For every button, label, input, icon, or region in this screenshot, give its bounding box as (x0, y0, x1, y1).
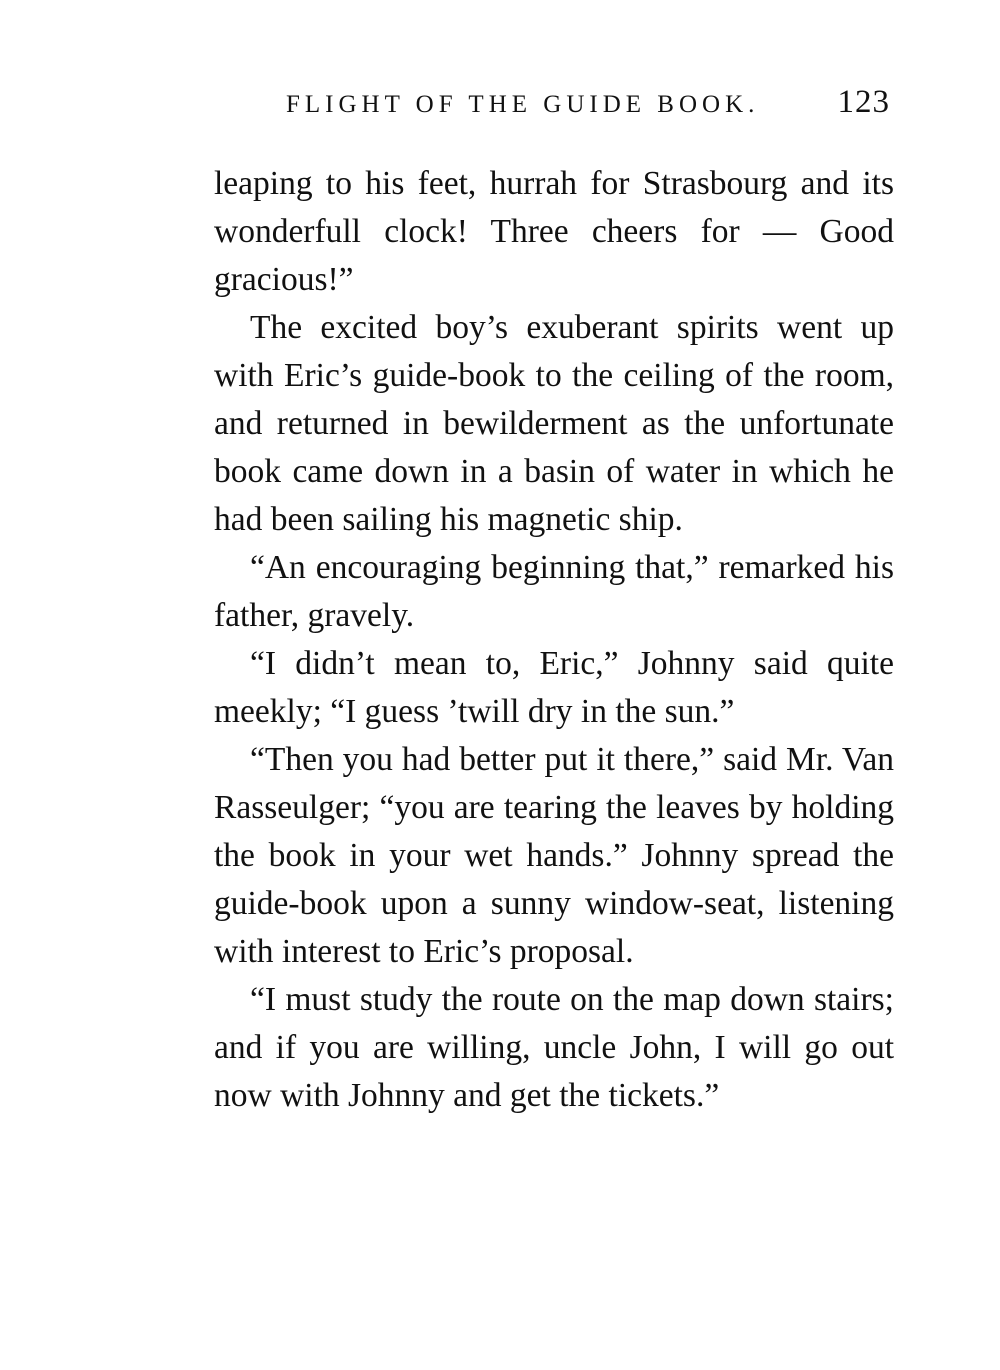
paragraph: “Then you had better put it there,” said Mr. Van Rasseulger; “you are tearing the leaves by holding the book in your wet hands.” Johnny spread the guide-book upon a sunny window-seat, listening with interest to Eric’s proposal. (214, 741, 894, 970)
paragraph: “An encouraging beginning that,” remarked his father, gravely. (214, 549, 894, 634)
running-head (286, 84, 890, 128)
page-number: 123 (837, 84, 890, 120)
running-title: FLIGHT OF THE GUIDE BOOK. (286, 91, 760, 118)
body-text (214, 160, 894, 1120)
paragraph: leaping to his feet, hurrah for Strasbourg and its wonderfull clock! Three cheers for — Good gracious!” (214, 165, 894, 298)
paragraph: “I didn’t mean to, Eric,” Johnny said quite meekly; “I guess ’twill dry in the sun.” (214, 645, 894, 730)
paragraph: The excited boy’s exuberant spirits went up with Eric’s guide-book to the ceiling of the room, and returned in bewilderment as the unfortunate book came down in a basin of water in which he had been sailing his magnetic ship. (214, 309, 894, 538)
paragraph: “I must study the route on the map down stairs; and if you are willing, uncle John, I will go out now with Johnny and get the tickets.” (214, 981, 894, 1114)
